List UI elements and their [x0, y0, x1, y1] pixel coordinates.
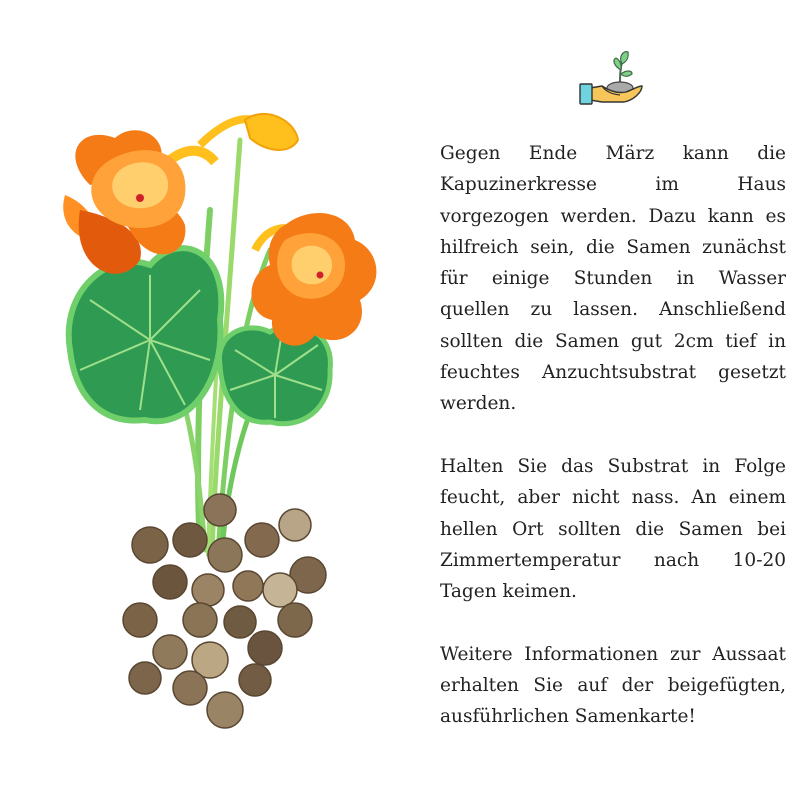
leaf-small — [219, 325, 330, 424]
sowing-instructions — [440, 138, 786, 733]
paragraph-care: Halten Sie das Substrat in Folge feucht, aber nicht nass. An einem hellen Ort sollten die Samen bei Zimmertemperatur nach 10-20 Tagen keimen. — [440, 455, 786, 603]
hand-holding-seedling-icon — [576, 46, 648, 110]
flower-lower — [251, 213, 376, 346]
paragraph-more-info: Weitere Informationen zur Aussaat erhalten Sie auf der beigefügten, ausführlichen Samenkarte! — [440, 643, 786, 728]
flower-bud — [200, 114, 298, 150]
paragraph-sowing: Gegen Ende März kann die Kapuzinerkresse im Haus vorgezogen werden. Dazu kann es hilfreich sein, die Samen zunächst für einige Stunden in Wasser quellen zu lassen. Anschließend sollten die Samen gut 2cm tief in feuchtes Anzuchtsubstrat gesetzt werden. — [440, 143, 786, 415]
leaf-large — [69, 248, 222, 421]
nasturtium-illustration — [50, 100, 400, 750]
